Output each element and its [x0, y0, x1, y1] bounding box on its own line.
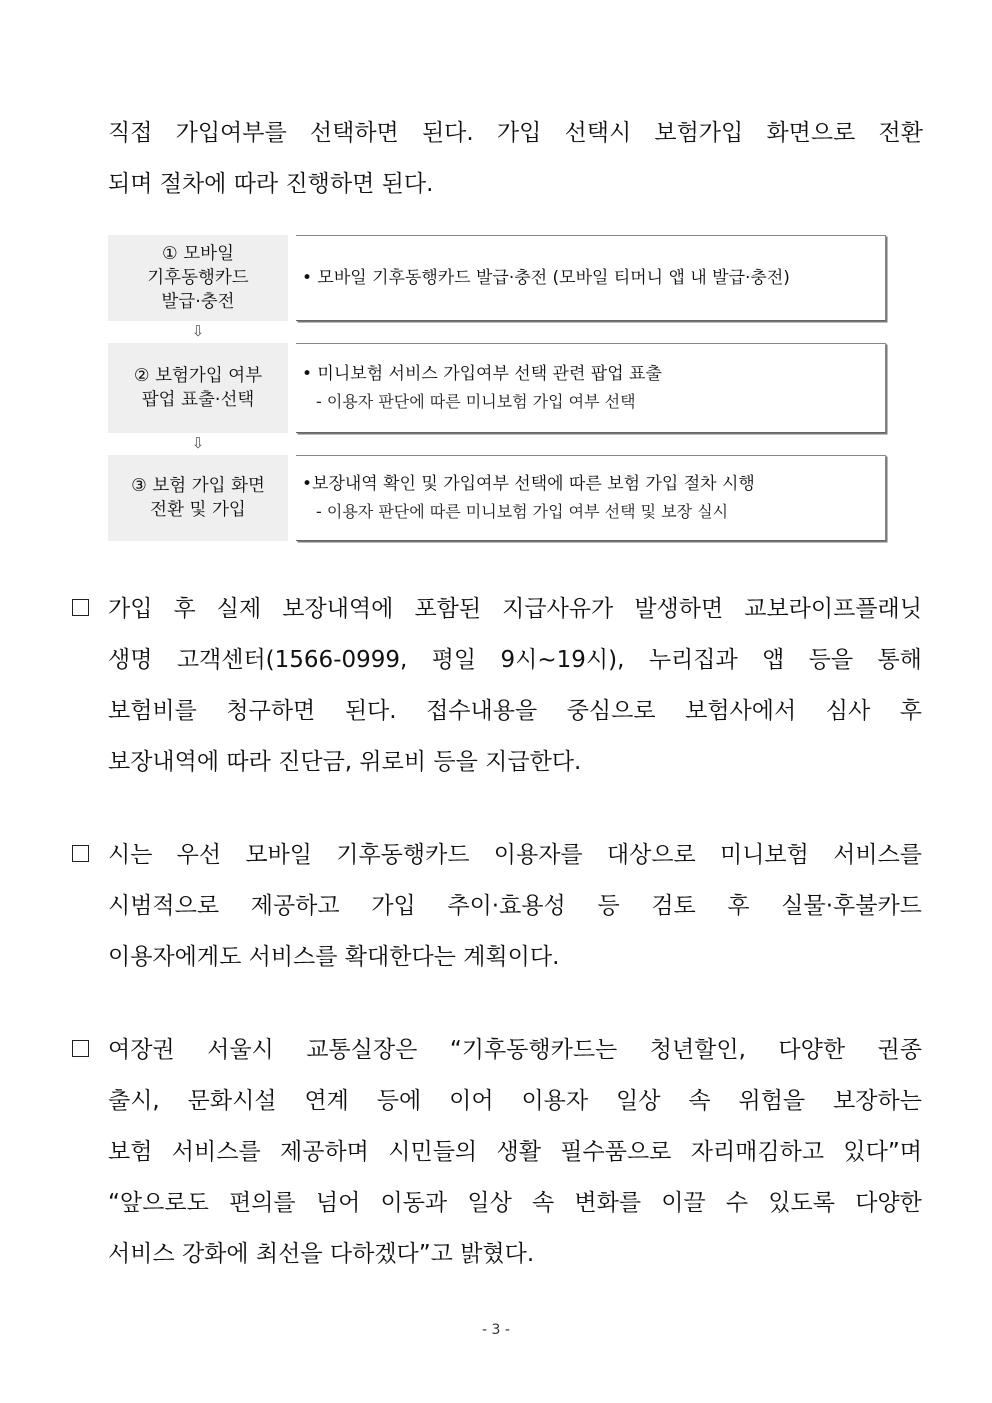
- section-plan: [72, 830, 922, 983]
- text-line: 되며 절차에 따라 진행하면 된다.: [108, 171, 434, 197]
- step-label: [108, 343, 288, 433]
- text-line: “앞으로도 편의를 넘어 이동과 일상 속 변화를 이끌 수 있도록 다양한: [108, 1190, 922, 1216]
- text-line: 서비스 강화에 최선을 다하겠다”고 밝혔다.: [108, 1241, 535, 1267]
- text-line: 여장권 서울시 교통실장은 “기후동행카드는 청년할인, 다양한 권종: [108, 1037, 922, 1063]
- section-quote: [72, 1025, 922, 1280]
- text-line: 보장내역에 따라 진단금, 위로비 등을 지급한다.: [108, 749, 582, 775]
- step-label: [108, 235, 288, 321]
- down-arrow-icon: ⇩: [191, 434, 205, 452]
- step-label-line: ② 보험가입 여부: [133, 366, 263, 386]
- step-label-line: 발급·충전: [161, 292, 235, 312]
- step-bullet: • 모바일 기후동행카드 발급·충전 (모바일 티머니 앱 내 발급·충전): [302, 268, 790, 288]
- checkbox-bullet-icon: [72, 599, 89, 616]
- text-line: 보험비를 청구하면 된다. 접수내용을 중심으로 보험사에서 심사 후: [108, 698, 922, 724]
- step-label-line: 전환 및 가입: [150, 500, 246, 520]
- page-number: - 3 -: [482, 1322, 510, 1338]
- flow-step-2: [108, 343, 886, 433]
- procedure-flow-table: [108, 235, 886, 541]
- step-sub-item: - 이용자 판단에 따른 미니보험 가입 여부 선택: [316, 392, 636, 411]
- flow-step-3: [108, 455, 886, 541]
- step-bullet: • 미니보험 서비스 가입여부 선택 관련 팝업 표출: [302, 364, 662, 384]
- step-label-line: 기후동행카드: [147, 268, 249, 288]
- step-label: [108, 455, 288, 541]
- step-bullet: •보장내역 확인 및 가입여부 선택에 따른 보험 가입 절차 시행: [302, 474, 755, 494]
- intro-paragraph: [108, 108, 923, 210]
- text-line: 시범적으로 제공하고 가입 추이·효용성 등 검토 후 실물·후불카드: [108, 893, 922, 919]
- step-description: [296, 235, 886, 321]
- step-description: [296, 455, 886, 541]
- section-claim: [72, 584, 922, 788]
- step-description: [296, 343, 886, 433]
- text-line: 이용자에게도 서비스를 확대한다는 계획이다.: [108, 944, 560, 970]
- down-arrow-icon: ⇩: [191, 322, 205, 340]
- text-line: 생명 고객센터(1566-0999, 평일 9시~19시), 누리집과 앱 등을 통해: [108, 647, 922, 673]
- text-line: 가입 후 실제 보장내역에 포함된 지급사유가 발생하면 교보라이프플래닛: [108, 596, 922, 622]
- text-line: 출시, 문화시설 연계 등에 이어 이용자 일상 속 위험을 보장하는: [108, 1088, 922, 1114]
- checkbox-bullet-icon: [72, 845, 89, 862]
- step-label-line: ① 모바일: [162, 244, 234, 264]
- checkbox-bullet-icon: [72, 1040, 89, 1057]
- step-label-line: 팝업 표출·선택: [141, 390, 255, 410]
- step-label-line: ③ 보험 가입 화면: [131, 476, 265, 496]
- step-sub-item: - 이용자 판단에 따른 미니보험 가입 여부 선택 및 보장 실시: [316, 502, 729, 521]
- text-line: 시는 우선 모바일 기후동행카드 이용자를 대상으로 미니보험 서비스를: [108, 842, 922, 868]
- text-line: 보험 서비스를 제공하며 시민들의 생활 필수품으로 자리매김하고 있다”며: [108, 1139, 922, 1165]
- text-line: 직접 가입여부를 선택하면 된다. 가입 선택시 보험가입 화면으로 전환: [108, 120, 923, 146]
- flow-step-1: [108, 235, 886, 321]
